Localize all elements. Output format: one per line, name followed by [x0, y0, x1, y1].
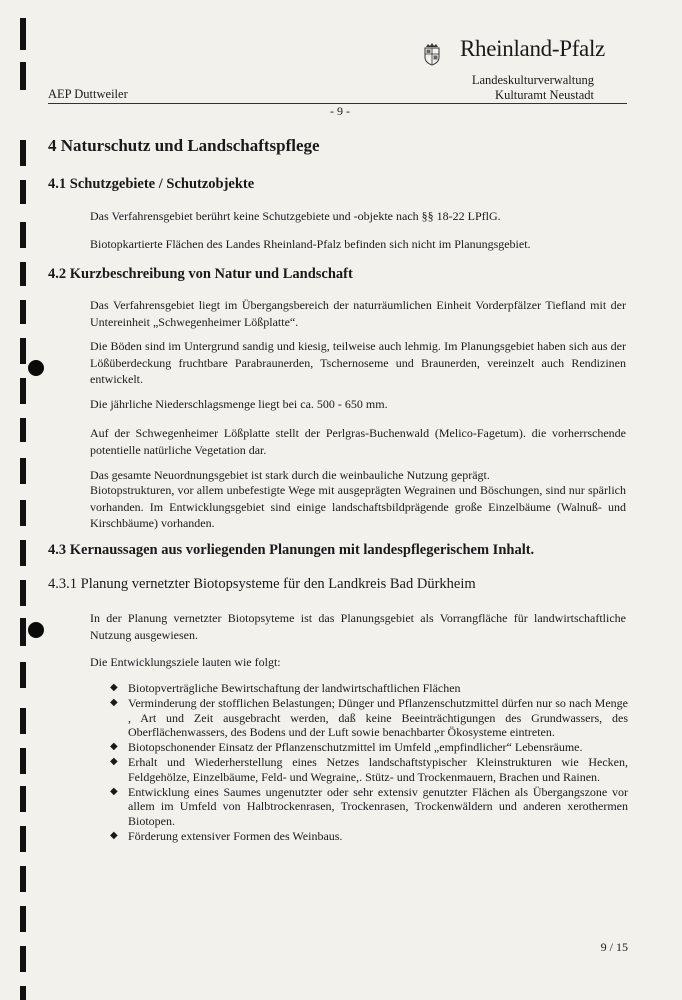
punch-hole: [28, 360, 44, 376]
scan-mark: [20, 540, 26, 566]
agency-name: Landeskulturverwaltung: [471, 73, 594, 87]
scan-mark: [20, 62, 26, 90]
paragraph: Biotopkartierte Flächen des Landes Rheinland-Pfalz befinden sich nicht im Planungsgebiet.: [90, 237, 531, 251]
paragraph: Die Entwicklungsziele lauten wie folgt:: [90, 655, 281, 669]
list-item-text: Verminderung der stofflichen Belastungen; Dünger und Pflanzenschutzmittel dürfen nur so nach Menge , Art und Zeit ausgebracht werden, daß keine Beeinträchtigungen des Grundwassers, des Oberflächenwassers, des Bodens und der Luft sowie benachbarter Ökosysteme eintreten.: [128, 695, 628, 740]
scan-mark: [20, 618, 26, 646]
scan-mark: [20, 222, 26, 248]
diamond-bullet-icon: ◆: [110, 696, 118, 708]
punch-hole: [28, 622, 44, 638]
list-item: [110, 681, 628, 696]
list-item-text: Erhalt und Wiederherstellung eines Netzes landschaftstypischer Kleinstrukturen wie Hecken, Feldgehölze, Einzelbäume, Feld- und Wegraine,. Stütz- und Trockenmauern, Brachen und Rainen.: [128, 754, 628, 784]
section-4-1-heading: 4.1 Schutzgebiete / Schutzobjekte: [48, 176, 255, 192]
scan-mark: [20, 300, 26, 324]
brand-logo-text: Rheinland-Pfalz: [460, 36, 605, 61]
coat-of-arms-icon: [423, 42, 441, 66]
scan-mark: [20, 338, 26, 364]
page-count: 9 / 15: [600, 940, 628, 954]
scan-mark: [20, 580, 26, 606]
paragraph: Biotopstrukturen, vor allem unbefestigte Wege mit ausgeprägten Wegrainen und Böschungen, sind nur spärlich vorhanden. Im Entwicklungsgebiet sind einige landschaftsbildprägende große Einzelbäume (Walnuß- und Kirschbäume) vorhanden.: [90, 483, 626, 530]
section-4-3-1-heading: 4.3.1 Planung vernetzter Biotopsysteme für den Landkreis Bad Dürkheim: [48, 576, 476, 592]
scan-mark: [20, 708, 26, 734]
scan-mark: [20, 662, 26, 688]
scan-mark: [20, 748, 26, 774]
list-item-text: Entwicklung eines Saumes ungenutzter oder sehr extensiv genutzter Flächen als Übergangszone vor allem im Umfeld von Halbtrockenrasen, Trockenrasen, Trockenwäldern und anderen xerothermen Biotopen.: [128, 784, 628, 829]
scan-mark: [20, 500, 26, 526]
office-name: Kulturamt Neustadt: [495, 88, 594, 102]
paragraph: In der Planung vernetzter Biotopsyteme ist das Planungsgebiet als Vorrangfläche für landwirtschaftliche Nutzung ausgewiesen.: [90, 611, 626, 642]
scan-mark: [20, 826, 26, 852]
paragraph: Das Verfahrensgebiet berührt keine Schutzgebiete und -objekte nach §§ 18-22 LPflG.: [90, 209, 501, 223]
diamond-bullet-icon: ◆: [110, 785, 118, 797]
list-item-text: Biotopschonender Einsatz der Pflanzenschutzmittel im Umfeld „empfindlicher“ Lebensräume.: [128, 740, 583, 755]
paragraph: Die Böden sind im Untergrund sandig und kiesig, teilweise auch lehmig. Im Planungsgebiet haben sich aus der Lößüberdeckung fruchtbare Parabraunerden, Tschernoseme und Braunerden, vereinzelt auch Rendizinen entwickelt.: [90, 339, 626, 386]
section-4-3-heading: 4.3 Kernaussagen aus vorliegenden Planungen mit landespflegerischem Inhalt.: [48, 542, 535, 558]
list-item: [110, 696, 628, 740]
scan-mark: [20, 140, 26, 166]
scan-mark: [20, 946, 26, 972]
development-goals-list: [110, 681, 628, 844]
diamond-bullet-icon: ◆: [110, 829, 118, 841]
scan-mark: [20, 262, 26, 286]
diamond-bullet-icon: ◆: [110, 741, 118, 753]
page-marker: - 9 -: [330, 104, 350, 118]
list-item: [110, 785, 628, 829]
scan-mark: [20, 418, 26, 442]
scan-mark: [20, 458, 26, 484]
scan-mark: [20, 180, 26, 204]
paragraph: Das gesamte Neuordnungsgebiet ist stark durch die weinbauliche Nutzung geprägt.: [90, 468, 490, 482]
project-name: AEP Duttweiler: [48, 87, 128, 101]
scan-mark: [20, 786, 26, 812]
list-item-text: Förderung extensiver Formen des Weinbaus.: [128, 828, 343, 843]
section-4-2-heading: 4.2 Kurzbeschreibung von Natur und Landschaft: [48, 266, 353, 282]
paragraph: Die jährliche Niederschlagsmenge liegt bei ca. 500 - 650 mm.: [90, 397, 388, 411]
scan-mark: [20, 378, 26, 404]
scan-mark: [20, 18, 26, 50]
list-item: [110, 755, 628, 785]
scan-mark: [20, 986, 26, 1000]
list-item: [110, 740, 628, 755]
list-item-text: Biotopverträgliche Bewirtschaftung der landwirtschaftlichen Flächen: [128, 681, 461, 695]
paragraph: Das Verfahrensgebiet liegt im Übergangsbereich der naturräumlichen Einheit Vorderpfälzer Tiefland mit der Untereinheit „Schwegenheimer Lößplatte“.: [90, 298, 626, 329]
section-4-heading: 4 Naturschutz und Landschaftspflege: [48, 136, 320, 155]
diamond-bullet-icon: ◆: [110, 755, 118, 767]
diamond-bullet-icon: ◆: [110, 682, 118, 693]
scan-mark: [20, 906, 26, 932]
list-item: [110, 829, 628, 844]
scan-mark: [20, 866, 26, 892]
paragraph: Auf der Schwegenheimer Lößplatte stellt der Perlgras-Buchenwald (Melico-Fagetum). die vorherrschende potentielle natürliche Vegetation dar.: [90, 426, 626, 457]
